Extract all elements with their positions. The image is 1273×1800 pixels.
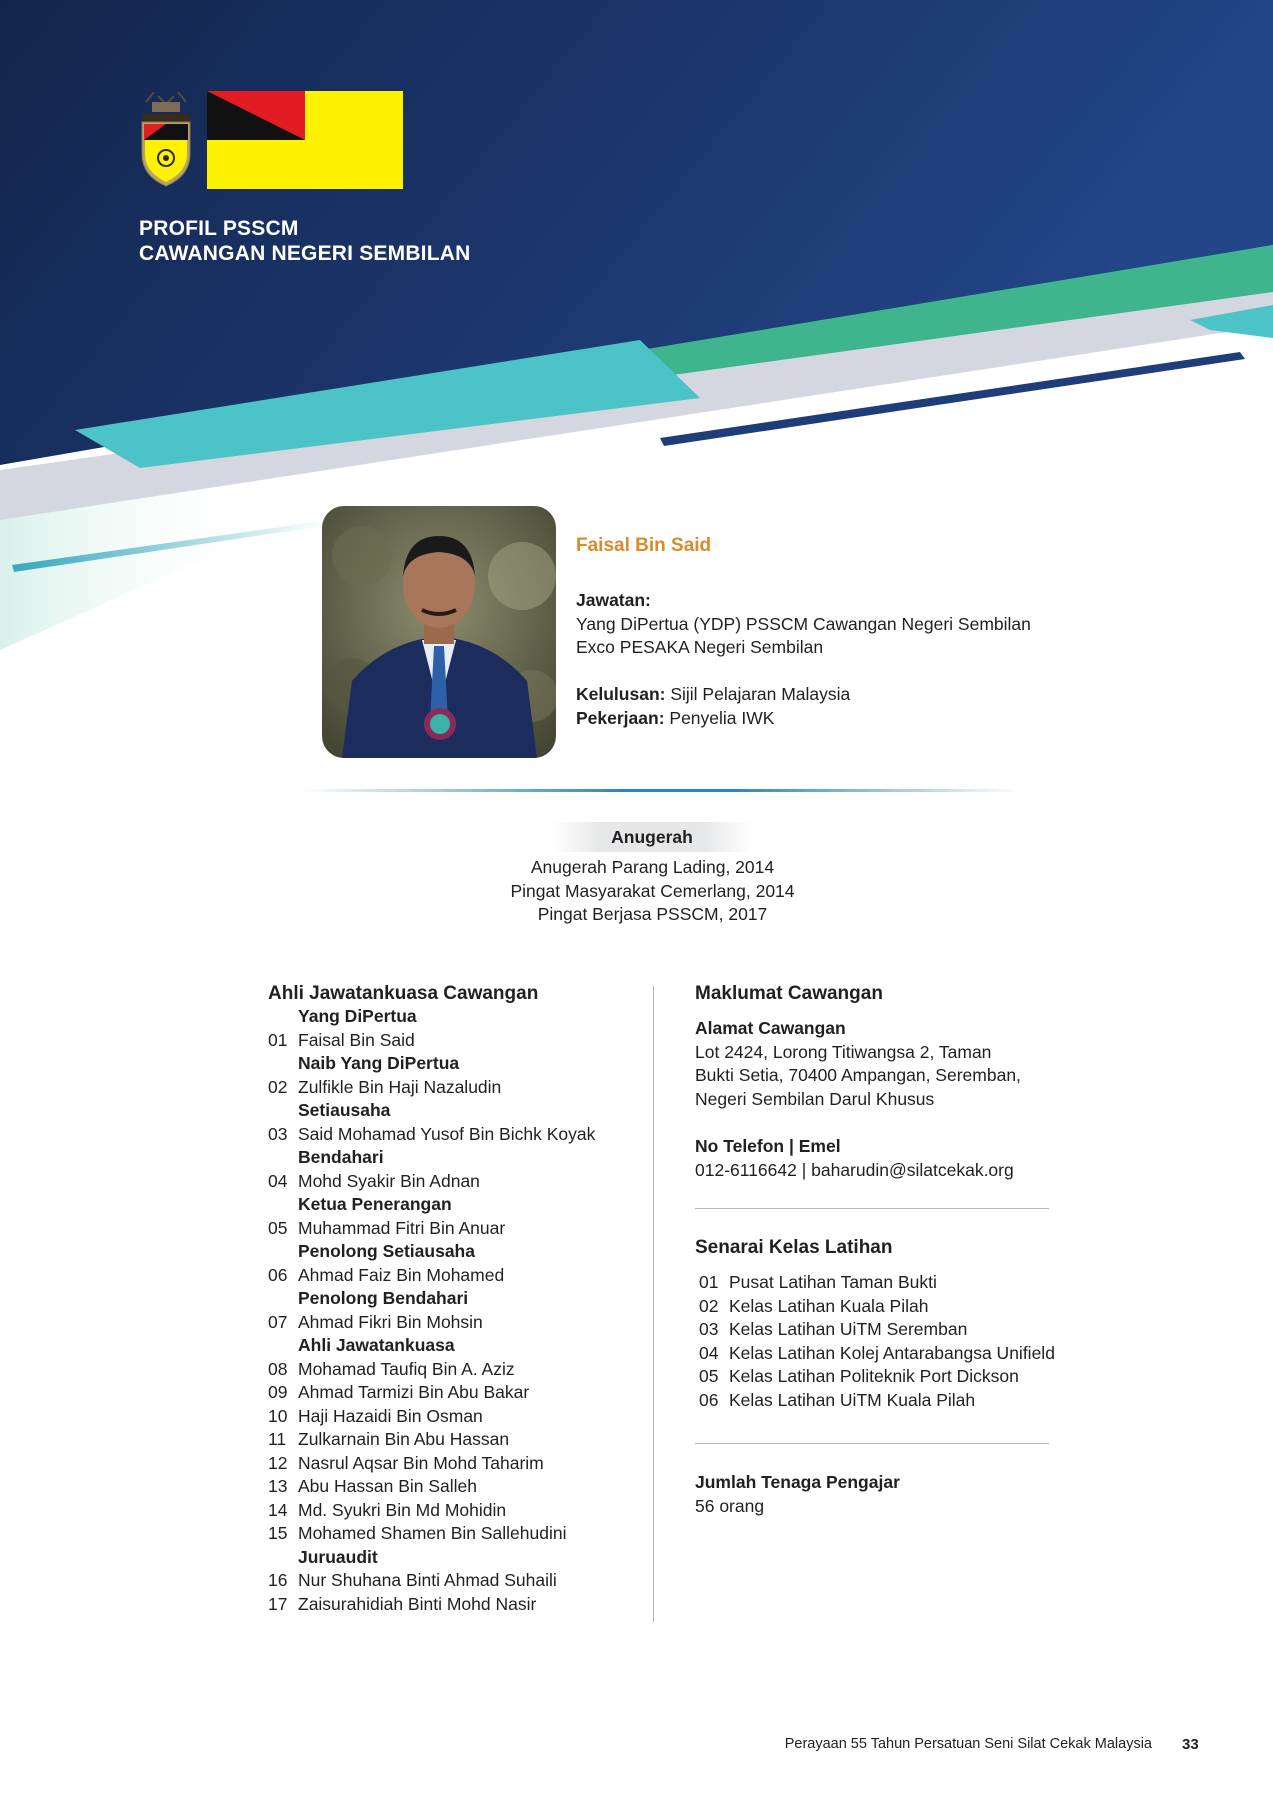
member-number: 06 (268, 1264, 288, 1285)
member-name: Abu Hassan Bin Salleh (298, 1476, 477, 1496)
class-item (695, 1295, 1055, 1319)
role-label: Penolong Bendahari (298, 1288, 469, 1308)
committee-member (268, 1381, 595, 1405)
committee-member (268, 1452, 595, 1476)
class-item (695, 1342, 1055, 1366)
address-label: Alamat Cawangan (695, 1018, 846, 1038)
page-number: 33 (1182, 1736, 1199, 1753)
class-number: 05 (699, 1366, 719, 1386)
committee-member (268, 1593, 595, 1617)
position-label: Jawatan: (576, 590, 651, 610)
instructors-info (695, 1471, 900, 1518)
committee-member (268, 1217, 595, 1241)
role-label: Ketua Penerangan (298, 1194, 452, 1214)
address-line-2: Bukti Setia, 70400 Ampangan, Seremban, (695, 1065, 1021, 1085)
footer-text: Perayaan 55 Tahun Persatuan Seni Silat Cekak Malaysia (784, 1736, 1152, 1752)
member-name: Md. Syukri Bin Md Mohidin (298, 1499, 507, 1520)
committee-role (268, 1546, 595, 1570)
committee-role (268, 1193, 595, 1217)
member-number: 11 (268, 1429, 287, 1449)
position-line-1: Yang DiPertua (YDP) PSSCM Cawangan Negeri Sembilan (576, 613, 1031, 634)
member-number: 14 (268, 1499, 288, 1520)
member-name: Zulkarnain Bin Abu Hassan (298, 1429, 510, 1449)
member-number: 12 (268, 1452, 288, 1473)
role-label: Juruaudit (298, 1546, 378, 1567)
page-title-line-1: PROFIL PSSCM (139, 217, 299, 240)
member-name: Zaisurahidiah Binti Mohd Nasir (298, 1593, 537, 1614)
committee-role (268, 1146, 595, 1170)
profile-details (576, 683, 850, 730)
committee-role (268, 1005, 595, 1029)
class-name: Kelas Latihan Kolej Antarabangsa Unifield (729, 1342, 1055, 1363)
member-name: Ahmad Faiz Bin Mohamed (298, 1264, 505, 1285)
role-label: Ahli Jawatankuasa (298, 1335, 455, 1355)
committee-title: Ahli Jawatankuasa Cawangan (268, 983, 539, 1004)
committee-member (268, 1499, 595, 1523)
portrait-illustration (322, 506, 556, 758)
committee-list (268, 1005, 595, 1616)
member-number: 08 (268, 1358, 288, 1379)
class-number: 02 (699, 1295, 719, 1316)
class-name: Kelas Latihan UiTM Kuala Pilah (729, 1389, 976, 1410)
member-number: 10 (268, 1405, 288, 1426)
role-label: Setiausaha (298, 1100, 391, 1120)
committee-member (268, 1029, 595, 1053)
committee-member (268, 1428, 595, 1452)
class-name: Kelas Latihan Kuala Pilah (729, 1295, 929, 1316)
committee-member (268, 1123, 595, 1147)
member-number: 03 (268, 1123, 288, 1144)
role-label: Bendahari (298, 1147, 384, 1167)
committee-role (268, 1240, 595, 1264)
committee-member (268, 1522, 595, 1546)
member-name: Ahmad Fikri Bin Mohsin (298, 1311, 483, 1332)
committee-member (268, 1569, 595, 1593)
branch-divider (695, 1208, 1049, 1209)
award-item: Pingat Masyarakat Cemerlang, 2014 (510, 880, 795, 901)
class-name: Kelas Latihan Politeknik Port Dickson (729, 1366, 1019, 1386)
branch-address (695, 1017, 1021, 1111)
role-label: Naib Yang DiPertua (298, 1053, 460, 1073)
address-line-1: Lot 2424, Lorong Titiwangsa 2, Taman (695, 1041, 992, 1062)
occupation-label: Pekerjaan: (576, 707, 665, 728)
class-number: 03 (699, 1319, 719, 1339)
committee-role (268, 1052, 595, 1076)
member-name: Mohamed Shamen Bin Sallehudini (298, 1523, 567, 1543)
member-name: Zulfikle Bin Haji Nazaludin (298, 1076, 502, 1097)
member-number: 04 (268, 1170, 288, 1191)
state-flag-icon (207, 91, 403, 189)
contact-value: 012-6116642 | baharudin@silatcekak.org (695, 1159, 1014, 1180)
member-number: 17 (268, 1593, 288, 1614)
member-name: Nasrul Aqsar Bin Mohd Taharim (298, 1452, 544, 1473)
contact-label: No Telefon | Emel (695, 1136, 841, 1156)
committee-role (268, 1334, 595, 1358)
member-name: Muhammad Fitri Bin Anuar (298, 1217, 506, 1238)
member-name: Faisal Bin Said (298, 1029, 415, 1050)
class-number: 04 (699, 1342, 719, 1363)
column-divider (653, 986, 654, 1622)
profile-photo (322, 506, 556, 758)
page-title-line-2: CAWANGAN NEGERI SEMBILAN (139, 242, 471, 265)
member-name: Nur Shuhana Binti Ahmad Suhaili (298, 1570, 557, 1590)
section-divider (300, 789, 1020, 792)
member-name: Ahmad Tarmizi Bin Abu Bakar (298, 1382, 530, 1402)
branch-title: Maklumat Cawangan (695, 983, 883, 1004)
member-name: Mohd Syakir Bin Adnan (298, 1170, 480, 1191)
class-item (695, 1365, 1055, 1389)
member-number: 07 (268, 1311, 288, 1332)
committee-member (268, 1405, 595, 1429)
class-name: Pusat Latihan Taman Bukti (729, 1272, 937, 1292)
instructors-label: Jumlah Tenaga Pengajar (695, 1472, 900, 1492)
class-item (695, 1318, 1055, 1342)
member-number: 09 (268, 1382, 288, 1402)
position-line-2: Exco PESAKA Negeri Sembilan (576, 637, 824, 657)
class-item (695, 1271, 1055, 1295)
award-item: Anugerah Parang Lading, 2014 (530, 857, 775, 877)
classes-list (695, 1271, 1055, 1412)
profile-position (576, 589, 1031, 660)
class-number: 01 (699, 1272, 719, 1292)
role-label: Yang DiPertua (298, 1006, 417, 1026)
committee-member (268, 1264, 595, 1288)
committee-member (268, 1358, 595, 1382)
member-number: 05 (268, 1217, 288, 1238)
role-label: Penolong Setiausaha (298, 1241, 475, 1261)
class-name: Kelas Latihan UiTM Seremban (729, 1319, 968, 1339)
member-name: Mohamad Taufiq Bin A. Aziz (298, 1358, 515, 1379)
member-number: 13 (268, 1476, 288, 1496)
member-number: 15 (268, 1523, 288, 1543)
branch-contact (695, 1135, 1014, 1182)
member-number: 01 (268, 1029, 288, 1050)
profile-name: Faisal Bin Said (576, 535, 712, 556)
member-number: 16 (268, 1570, 288, 1590)
classes-title: Senarai Kelas Latihan (695, 1237, 893, 1258)
committee-member (268, 1170, 595, 1194)
address-line-3: Negeri Sembilan Darul Khusus (695, 1088, 935, 1109)
instructors-value: 56 orang (695, 1495, 765, 1516)
occupation-value: Penyelia IWK (669, 707, 775, 728)
award-item: Pingat Berjasa PSSCM, 2017 (537, 904, 768, 924)
awards-list (400, 856, 905, 927)
committee-role (268, 1099, 595, 1123)
member-number: 02 (268, 1076, 288, 1097)
class-number: 06 (699, 1389, 719, 1410)
state-crest-icon (138, 92, 194, 188)
qualification-value: Sijil Pelajaran Malaysia (670, 684, 851, 704)
member-name: Haji Hazaidi Bin Osman (298, 1405, 483, 1426)
page-title (139, 216, 470, 266)
qualification-label: Kelulusan: (576, 684, 666, 704)
awards-heading: Anugerah (552, 822, 752, 852)
committee-member (268, 1475, 595, 1499)
member-name: Said Mohamad Yusof Bin Bichk Koyak (298, 1123, 596, 1144)
classes-divider (695, 1443, 1049, 1444)
class-item (695, 1389, 1055, 1413)
committee-member (268, 1311, 595, 1335)
committee-member (268, 1076, 595, 1100)
committee-role (268, 1287, 595, 1311)
